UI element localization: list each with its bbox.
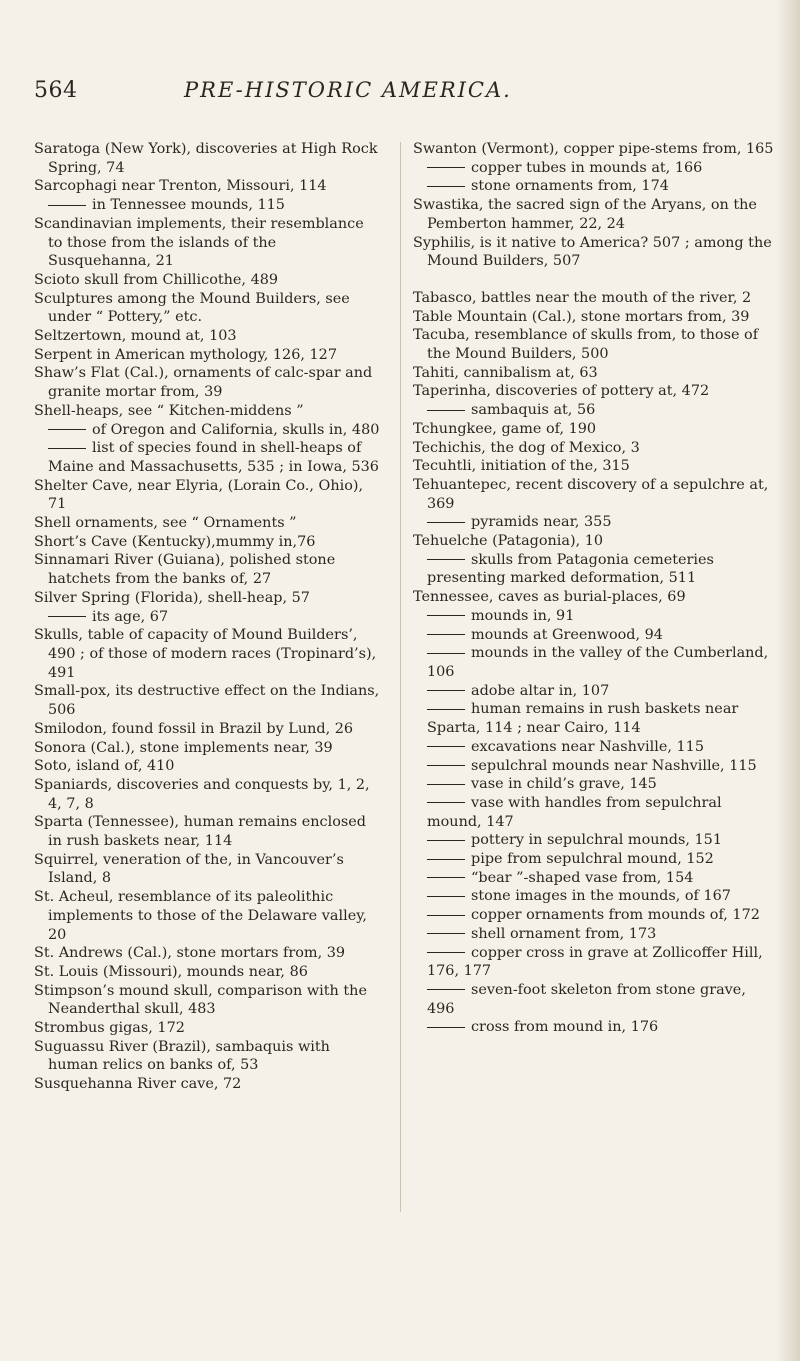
index-subentry <box>413 1018 775 1037</box>
entry-text: Tecuhtli, initiation of the, 315 <box>413 458 630 475</box>
entry-text: excavations near Nashville, 115 <box>471 738 704 755</box>
index-entry <box>34 720 382 739</box>
section-gap <box>413 271 775 289</box>
index-entry <box>413 196 775 233</box>
index-entry <box>34 327 382 346</box>
index-entry <box>34 215 382 271</box>
book-spine-shadow <box>776 0 800 1361</box>
entry-text: copper ornaments from mounds of, 172 <box>471 907 760 924</box>
entry-text: of Oregon and California, skulls in, 480 <box>92 421 380 438</box>
index-entry <box>413 439 775 458</box>
entry-text: Seltzertown, mound at, 103 <box>34 328 237 345</box>
ditto-dash <box>427 410 465 411</box>
column-divider <box>400 142 401 1212</box>
ditto-dash <box>427 167 465 168</box>
entry-text: Shell ornaments, see “ Ornaments ” <box>34 515 297 532</box>
index-subentry <box>413 644 775 681</box>
entry-text: Skulls, table of capacity of Mound Builders’, 490 ; of those of modern races (Tropinard’s), 491 <box>34 627 377 681</box>
entry-text: Table Mountain (Cal.), stone mortars from, 39 <box>413 308 750 325</box>
entry-text: skulls from Patagonia cemeteries presenting marked deformation, 511 <box>427 551 714 587</box>
page-number: 564 <box>34 78 78 103</box>
index-entry <box>413 234 775 271</box>
index-entry <box>413 289 775 308</box>
index-entry <box>34 140 382 177</box>
entry-text: pottery in sepulchral mounds, 151 <box>471 832 722 849</box>
index-entry <box>34 346 382 365</box>
index-entry <box>34 551 382 588</box>
ditto-dash <box>427 746 465 747</box>
index-entry <box>413 420 775 439</box>
index-subentry <box>34 608 382 627</box>
index-entry <box>413 382 775 401</box>
index-entry <box>34 813 382 850</box>
entry-text: St. Acheul, resemblance of its paleolithic implements to those of the Delaware valley, 20 <box>34 889 367 943</box>
index-entry <box>34 944 382 963</box>
entry-text: Scioto skull from Chillicothe, 489 <box>34 271 279 288</box>
entry-text: Tchungkee, game of, 190 <box>413 420 597 437</box>
entry-text: mounds in, 91 <box>471 607 575 624</box>
index-entry <box>413 140 775 159</box>
entry-text: Shelter Cave, near Elyria, (Lorain Co., Ohio), 71 <box>34 477 364 513</box>
entry-text: Shell-heaps, see “ Kitchen-middens ” <box>34 402 304 419</box>
index-entry <box>34 290 382 327</box>
index-subentry <box>413 177 775 196</box>
entry-text: sambaquis at, 56 <box>471 402 596 419</box>
entry-text: Smilodon, found fossil in Brazil by Lund, 26 <box>34 720 354 737</box>
index-entry <box>34 982 382 1019</box>
entry-text: in Tennessee mounds, 115 <box>92 197 285 214</box>
entry-text: Suguassu River (Brazil), sambaquis with human relics on banks of, 53 <box>34 1038 330 1074</box>
index-entry <box>34 533 382 552</box>
entry-text: Sinnamari River (Guiana), polished stone hatchets from the banks of, 27 <box>34 552 336 588</box>
entry-text: Saratoga (New York), discoveries at High Rock Spring, 74 <box>34 141 378 176</box>
index-entry <box>34 739 382 758</box>
index-entry <box>34 1075 382 1094</box>
index-subentry <box>413 981 775 1018</box>
index-entry <box>34 626 382 682</box>
index-subentry <box>413 738 775 757</box>
index-subentry <box>413 700 775 737</box>
index-subentry <box>413 757 775 776</box>
entry-text: Strombus gigas, 172 <box>34 1020 185 1037</box>
entry-text: list of species found in shell-heaps of Maine and Massachusetts, 535 ; in Iowa, 536 <box>48 440 379 475</box>
index-subentry <box>413 682 775 701</box>
index-subentry <box>413 850 775 869</box>
entry-text: sepulchral mounds near Nashville, 115 <box>471 757 757 774</box>
ditto-dash <box>48 616 86 617</box>
entry-text: “bear ”-shaped vase from, 154 <box>471 869 694 886</box>
index-entry <box>34 888 382 944</box>
ditto-dash <box>427 765 465 766</box>
entry-text: Sculptures among the Mound Builders, see under “ Pottery,” etc. <box>34 290 350 326</box>
index-entry <box>34 1038 382 1075</box>
index-entry <box>413 308 775 327</box>
ditto-dash <box>427 186 465 187</box>
index-subentry <box>34 439 382 476</box>
entry-text: Swastika, the sacred sign of the Aryans, on the Pemberton hammer, 22, 24 <box>413 197 757 232</box>
entry-text: copper cross in grave at Zollicoffer Hill, 176, 177 <box>427 944 763 980</box>
ditto-dash <box>427 1027 465 1028</box>
ditto-dash <box>427 709 465 710</box>
index-subentry <box>413 513 775 532</box>
entry-text: human remains in rush baskets near Sparta, 114 ; near Cairo, 114 <box>427 701 739 737</box>
entry-text: Serpent in American mythology, 126, 127 <box>34 346 337 363</box>
index-entry <box>34 402 382 421</box>
index-entry <box>34 271 382 290</box>
index-subentry <box>413 626 775 645</box>
entry-text: stone images in the mounds, of 167 <box>471 888 731 905</box>
entry-text: Short’s Cave (Kentucky),mummy in,76 <box>34 533 316 550</box>
index-subentry <box>413 925 775 944</box>
running-title: PRE-HISTORIC AMERICA. <box>184 78 512 102</box>
ditto-dash <box>427 634 465 635</box>
page-header <box>34 78 764 108</box>
index-subentry <box>34 196 382 215</box>
ditto-dash <box>427 915 465 916</box>
entry-text: Techichis, the dog of Mexico, 3 <box>413 439 640 456</box>
index-subentry <box>413 159 775 178</box>
index-entry <box>34 963 382 982</box>
entry-text: Taperinha, discoveries of pottery at, 472 <box>413 383 710 400</box>
index-subentry <box>34 421 382 440</box>
entry-text: Small-pox, its destructive effect on the Indians, 506 <box>34 683 380 719</box>
index-entry <box>34 757 382 776</box>
ditto-dash <box>48 448 86 449</box>
entry-text: copper tubes in mounds at, 166 <box>471 159 703 176</box>
entry-text: Spaniards, discoveries and conquests by, 1, 2, 4, 7, 8 <box>34 776 370 812</box>
entry-text: Squirrel, veneration of the, in Vancouver’s Island, 8 <box>34 851 344 887</box>
entry-text: Tabasco, battles near the mouth of the river, 2 <box>413 289 752 306</box>
ditto-dash <box>427 784 465 785</box>
entry-text: adobe altar in, 107 <box>471 682 610 699</box>
entry-text: Syphilis, is it native to America? 507 ; among the Mound Builders, 507 <box>413 234 772 270</box>
index-entry <box>413 476 775 513</box>
index-subentry <box>413 551 775 588</box>
index-entry <box>413 457 775 476</box>
index-column-left <box>34 140 382 1094</box>
ditto-dash <box>427 615 465 616</box>
entry-text: Shaw’s Flat (Cal.), ornaments of calc-spar and granite mortar from, 39 <box>34 365 373 401</box>
ditto-dash <box>427 896 465 897</box>
index-columns <box>34 140 774 1340</box>
entry-text: Tehuantepec, recent discovery of a sepulchre at, 369 <box>413 476 769 512</box>
ditto-dash <box>427 877 465 878</box>
index-entry <box>34 364 382 401</box>
entry-text: mounds at Greenwood, 94 <box>471 626 663 643</box>
entry-text: Silver Spring (Florida), shell-heap, 57 <box>34 589 310 606</box>
entry-text: cross from mound in, 176 <box>471 1019 659 1036</box>
index-entry <box>34 776 382 813</box>
ditto-dash <box>48 429 86 430</box>
entry-text: Tehuelche (Patagonia), 10 <box>413 533 604 550</box>
entry-text: pipe from sepulchral mound, 152 <box>471 851 714 868</box>
ditto-dash <box>427 559 465 560</box>
ditto-dash <box>427 933 465 934</box>
index-entry <box>34 589 382 608</box>
entry-text: Scandinavian implements, their resemblance to those from the islands of the Susquehanna, 21 <box>34 215 364 270</box>
ditto-dash <box>427 690 465 691</box>
index-subentry <box>413 775 775 794</box>
ditto-dash <box>48 205 86 206</box>
entry-text: mounds in the valley of the Cumberland, 106 <box>427 645 769 680</box>
ditto-dash <box>427 653 465 654</box>
index-entry <box>34 682 382 719</box>
entry-text: Soto, island of, 410 <box>34 758 175 775</box>
entry-text: Sonora (Cal.), stone implements near, 39 <box>34 739 333 756</box>
index-subentry <box>413 831 775 850</box>
entry-text: Susquehanna River cave, 72 <box>34 1076 242 1093</box>
entry-text: Sparta (Tennessee), human remains enclosed in rush baskets near, 114 <box>34 814 366 850</box>
index-entry <box>413 588 775 607</box>
entry-text: stone ornaments from, 174 <box>471 178 669 195</box>
entry-text: Tahiti, cannibalism at, 63 <box>413 364 598 381</box>
index-subentry <box>413 794 775 831</box>
entry-text: Tacuba, resemblance of skulls from, to those of the Mound Builders, 500 <box>413 327 759 363</box>
ditto-dash <box>427 989 465 990</box>
entry-text: vase with handles from sepulchral mound, 147 <box>427 794 722 830</box>
entry-text: Tennessee, caves as burial-places, 69 <box>413 589 686 606</box>
index-entry <box>34 851 382 888</box>
index-entry <box>413 364 775 383</box>
entry-text: St. Andrews (Cal.), stone mortars from, 39 <box>34 945 346 962</box>
index-subentry <box>413 401 775 420</box>
entry-text: Swanton (Vermont), copper pipe-stems from, 165 <box>413 141 774 157</box>
entry-text: its age, 67 <box>92 608 169 625</box>
entry-text: pyramids near, 355 <box>471 514 612 531</box>
ditto-dash <box>427 859 465 860</box>
index-entry <box>413 532 775 551</box>
ditto-dash <box>427 522 465 523</box>
entry-text: Stimpson’s mound skull, comparison with the Neanderthal skull, 483 <box>34 982 367 1018</box>
entry-text: Sarcophagi near Trenton, Missouri, 114 <box>34 178 327 195</box>
index-entry <box>34 177 382 196</box>
ditto-dash <box>427 952 465 953</box>
index-entry <box>34 1019 382 1038</box>
index-subentry <box>413 869 775 888</box>
index-subentry <box>413 607 775 626</box>
index-subentry <box>413 944 775 981</box>
index-column-right <box>413 140 775 1037</box>
ditto-dash <box>427 840 465 841</box>
entry-text: vase in child’s grave, 145 <box>471 776 657 793</box>
entry-text: seven-foot skeleton from stone grave, 496 <box>427 981 746 1017</box>
index-entry <box>413 326 775 363</box>
index-entry <box>34 514 382 533</box>
index-subentry <box>413 887 775 906</box>
entry-text: St. Louis (Missouri), mounds near, 86 <box>34 963 308 980</box>
entry-text: shell ornament from, 173 <box>471 925 657 942</box>
index-entry <box>34 477 382 514</box>
index-subentry <box>413 906 775 925</box>
ditto-dash <box>427 802 465 803</box>
